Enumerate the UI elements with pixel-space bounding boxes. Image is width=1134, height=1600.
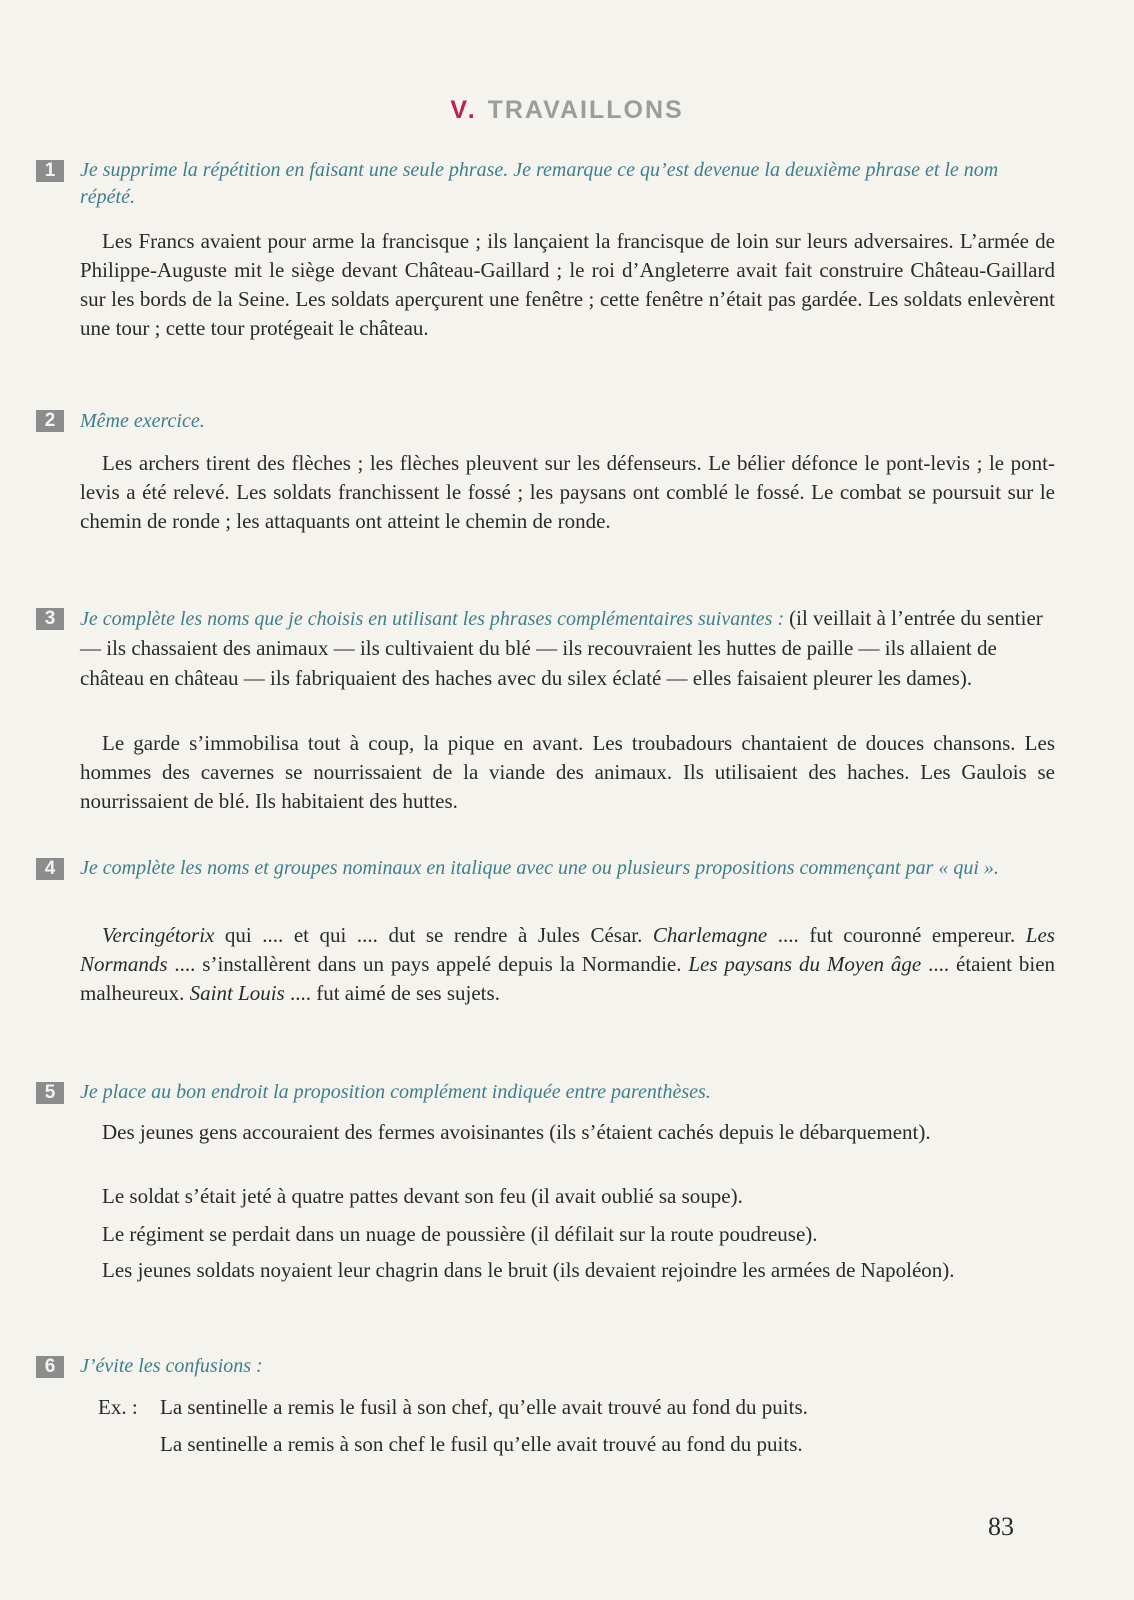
italic-noun: Vercingétorix — [102, 923, 215, 947]
exercise-instruction: Je complète les noms et groupes nominaux en italique avec une ou plusieurs propositions commençant par « qui ». — [80, 857, 999, 879]
exercise-number-badge: 6 — [36, 1356, 64, 1378]
exercise-number-badge: 5 — [36, 1082, 64, 1104]
exercise-instruction: Je supprime la répétition en faisant une seule phrase. Je remarque ce qu’est devenue la deuxième phrase et le nom répété. — [80, 159, 999, 208]
text-fragment: .... s’installèrent dans un pays appelé depuis la Normandie. — [167, 952, 689, 976]
exercise-instruction: Même exercice. — [80, 410, 205, 432]
text-fragment: .... étaient bien malheureux. — [80, 952, 1056, 1005]
example-sentence: La sentinelle a remis le fusil à son chef, qu’elle avait trouvé au fond du puits. — [160, 1395, 808, 1419]
italic-noun: Les paysans du Moyen âge — [688, 952, 922, 976]
text-fragment: .... fut aimé de ses sujets. — [284, 981, 500, 1005]
exercise-number-badge: 4 — [36, 858, 64, 880]
example-line-1 — [98, 1393, 1058, 1422]
section-heading — [0, 96, 1134, 125]
exercise-text: Les archers tirent des flèches ; les flèches pleuvent sur les défenseurs. Le bélier défonce le pont-levis ; le pont-levis a été relevé. Les soldats franchissent le fossé ; les paysans ont comblé le fossé. Le combat se poursuit sur le chemin de ronde ; les attaquants ont atteint le chemin de ronde. — [80, 451, 1055, 533]
instruction-italic: Je complète les noms que je choisis en utilisant les phrases complémentaires suivantes : — [80, 608, 785, 630]
section-number: V. — [450, 96, 478, 124]
exercise-instruction: Je place au bon endroit la proposition complément indiquée entre parenthèses. — [80, 1081, 711, 1103]
exercise-instruction: J’évite les confusions : — [80, 1355, 263, 1377]
italic-noun: Charlemagne — [652, 923, 768, 947]
text-fragment: qui .... et qui .... dut se rendre à Jules César. — [214, 923, 653, 947]
instruction-options: (il veillait à l’entrée du sentier — ils chassaient des animaux — ils cultivaient du blé — ils recouvraient les huttes de paille — ils allaient de château en château — ils fabriquaient des haches avec du silex éclaté — elles faisaient pleurer les dames). — [80, 606, 1043, 690]
exercise-text — [80, 921, 1055, 1008]
exercise-number-badge: 2 — [36, 410, 64, 432]
text-fragment: .... fut couronné empereur. — [767, 923, 1026, 947]
example-line-2 — [160, 1430, 1060, 1459]
italic-noun: Saint Louis — [189, 981, 285, 1005]
example-label: Ex. : — [98, 1395, 138, 1419]
exercise-sentence: Le soldat s’était jeté à quatre pattes devant son feu (il avait oublié sa soupe). — [102, 1184, 743, 1208]
exercise-instruction — [80, 604, 1055, 694]
exercise-sentence: Des jeunes gens accouraient des fermes avoisinantes (ils s’étaient cachés depuis le débarquement). — [102, 1120, 931, 1144]
section-title: TRAVAILLONS — [487, 96, 684, 124]
exercise-number-badge: 1 — [36, 160, 64, 182]
page-number: 83 — [988, 1512, 1014, 1541]
italic-noun: Les Normands — [80, 923, 1055, 976]
exercise-sentence: Le régiment se perdait dans un nuage de poussière (il défilait sur la route poudreuse). — [102, 1222, 818, 1246]
exercise-text: Le garde s’immobilisa tout à coup, la pique en avant. Les troubadours chantaient de douces chansons. Les hommes des cavernes se nourrissaient de la viande des animaux. Ils utilisaient des haches. Les Gaulois se nourrissaient de blé. Ils habitaient des huttes. — [80, 731, 1055, 813]
exercise-sentence: Les jeunes soldats noyaient leur chagrin dans le bruit (ils devaient rejoindre les armées de Napoléon). — [102, 1258, 955, 1282]
exercise-number-badge: 3 — [36, 608, 64, 630]
example-sentence: La sentinelle a remis à son chef le fusil qu’elle avait trouvé au fond du puits. — [160, 1432, 803, 1456]
exercise-text: Les Francs avaient pour arme la francisque ; ils lançaient la francisque de loin sur leurs adversaires. L’armée de Philippe-Auguste mit le siège devant Château-Gaillard ; le roi d’Angleterre avait fait construire Château-Gaillard sur les bords de la Seine. Les soldats aperçurent une fenêtre ; cette fenêtre n’était pas gardée. Les soldats enlevèrent une tour ; cette tour protégeait le château. — [80, 229, 1055, 340]
